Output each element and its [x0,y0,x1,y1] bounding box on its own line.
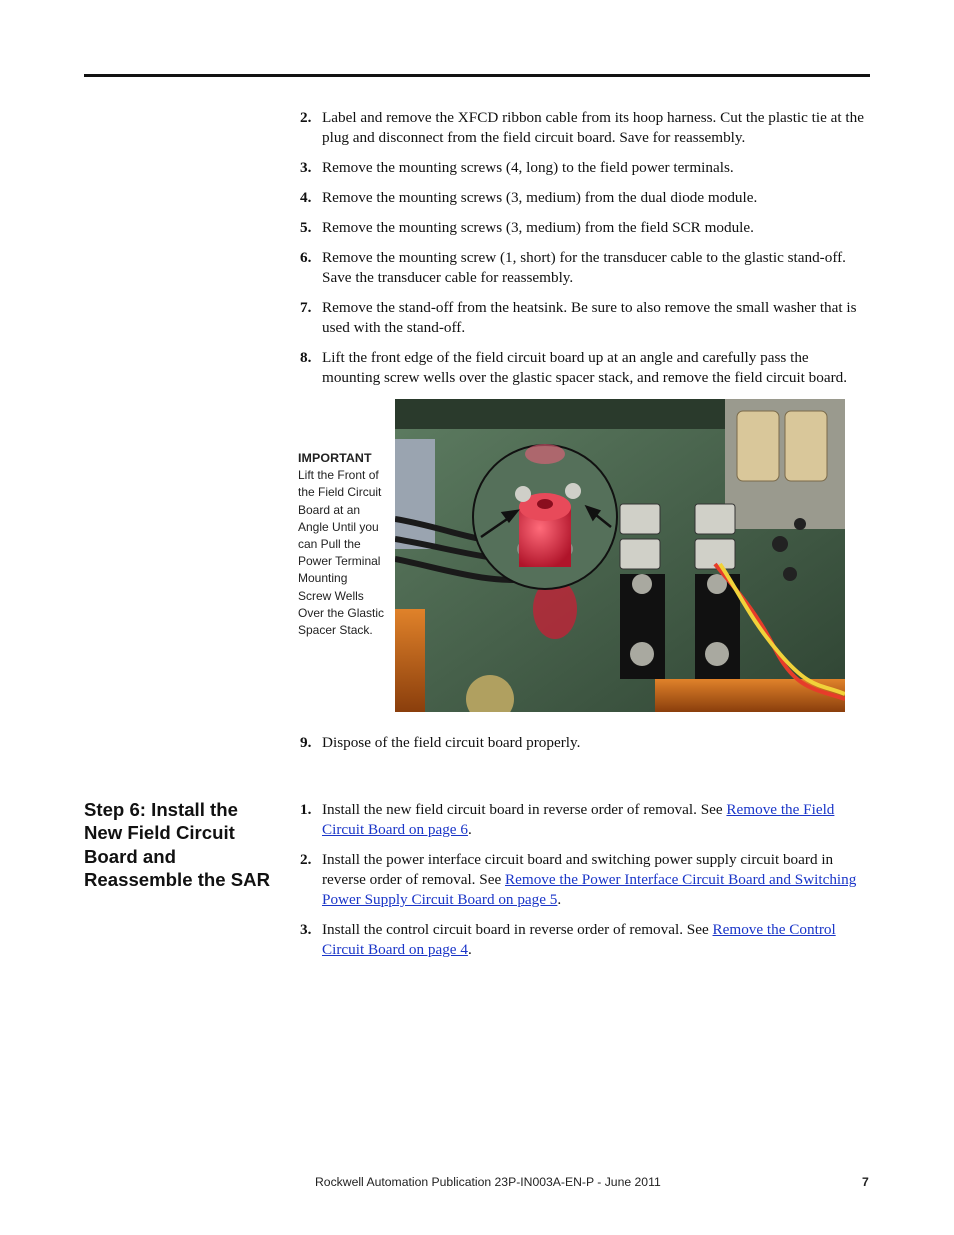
link-remove-control-circuit-board[interactable]: Remove the Control Circuit Board on page 4 [322,921,836,958]
callout-line: Board at an [298,502,361,517]
header-rule [84,74,870,77]
link-remove-field-circuit-board[interactable]: Remove the Field Circuit Board on page 6 [322,801,835,838]
link-remove-power-interface-board[interactable]: Remove the Power Interface Circuit Board and Switching Power Supply Circuit Board on page 5 [322,871,857,908]
list-item: 9. Dispose of the field circuit board properly. [300,734,581,751]
callout-line: the Field Circuit [298,485,382,500]
callout-line: Power Terminal [298,554,381,569]
important-callout [298,450,386,639]
list-item: 1. Install the new field circuit board in reverse order of removal. See Remove the Field Circuit Board on page 6. [300,801,835,838]
callout-line: Spacer Stack. [298,623,373,638]
disposal-step [300,733,870,763]
list-item: 8. Lift the front edge of the field circuit board up at an angle and carefully pass the mounting screw wells over the glastic spacer stack, and remove the field circuit board. [300,349,848,386]
list-item: 7. Remove the stand-off from the heatsink. Be sure to also remove the small washer that is used with the stand-off. [300,299,857,336]
page-number: 7 [862,1175,869,1189]
footer-publication: Rockwell Automation Publication 23P-IN003A-EN-P - June 2011 [315,1175,661,1189]
list-item: 5. Remove the mounting screws (3, medium) from the field SCR module. [300,219,754,236]
list-item: 3. Install the control circuit board in reverse order of removal. See Remove the Control Circuit Board on page 4. [300,921,836,958]
removal-steps [300,108,870,398]
important-label: IMPORTANT [298,451,372,465]
list-item: 6. Remove the mounting screw (1, short) for the transducer cable to the glastic stand-off. Save the transducer cable for reassembly. [300,249,846,286]
list-item: 2. Label and remove the XFCD ribbon cable from its hoop harness. Cut the plastic tie at the plug and disconnect from the field circuit board. Save for reassembly. [300,109,864,146]
circuit-board-photo [395,399,845,712]
callout-line: Over the Glastic [298,605,385,620]
list-item: 2. Install the power interface circuit board and switching power supply circuit board in reverse order of removal. See Remove the Power Interface Circuit Board and Switching Power Supply Circuit Board on page 5. [300,851,857,908]
callout-line: Lift the Front of [298,468,379,483]
callout-line: Angle Until you [298,519,379,534]
callout-line: can Pull the [298,537,361,552]
list-item: 3. Remove the mounting screws (4, long) to the field power terminals. [300,159,734,176]
callout-line: Mounting [298,571,348,586]
install-steps [300,800,870,970]
list-item: 4. Remove the mounting screws (3, medium) from the dual diode module. [300,189,758,206]
section-heading: Step 6: Install the New Field Circuit Board and Reassemble the SAR [84,799,271,891]
callout-line: Screw Wells [298,588,364,603]
